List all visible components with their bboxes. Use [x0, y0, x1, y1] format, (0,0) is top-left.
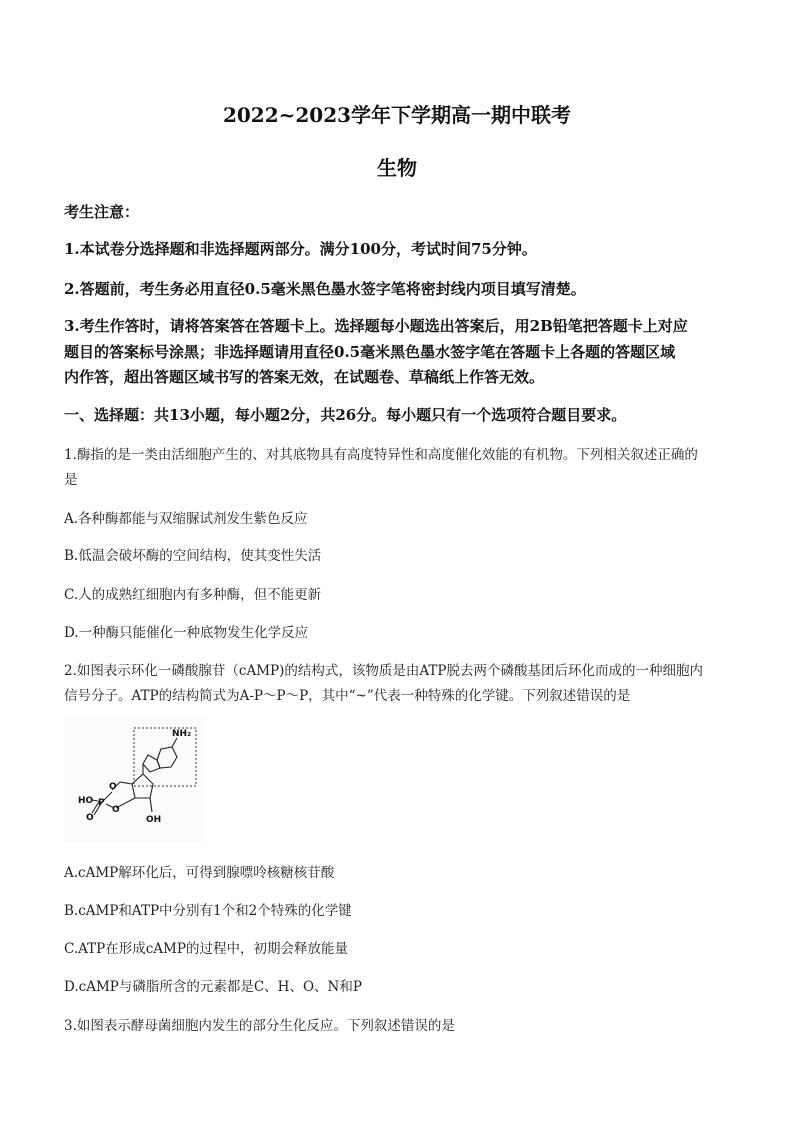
question-2-option-d: D.cAMP与磷脂所含的元素都是C、H、O、N和P: [64, 979, 362, 995]
label-ho: HO: [78, 796, 94, 806]
notice-heading: 考生注意：: [64, 203, 140, 221]
question-2-stem-line-1: 2.如图表示环化一磷酸腺苷（cAMP)的结构式，该物质是由ATP脱去两个磷酸基团后环化而成的一种细胞内: [64, 663, 703, 679]
exam-title: 2022~2023学年下学期高一期中联考: [222, 103, 572, 127]
question-2-option-c: C.ATP在形成cAMP的过程中，初期会释放能量: [64, 941, 348, 957]
label-o-double: O: [86, 813, 94, 823]
question-2-stem-line-2: 信号分子。ATP的结构简式为A-P～P～P，其中“~”代表一种特殊的化学键。下列叙述错误的是: [64, 688, 631, 704]
question-2-option-a: A.cAMP解环化后，可得到腺嘌呤核糖核苷酸: [64, 865, 335, 881]
question-1-option-c: C.人的成熟红细胞内有多种酶，但不能更新: [64, 587, 322, 603]
question-3-stem: 3.如图表示酵母菌细胞内发生的部分生化反应。下列叙述错误的是: [64, 1018, 455, 1034]
question-2-option-b: B.cAMP和ATP中分别有1个和2个特殊的化学键: [64, 903, 352, 919]
label-o5: O: [109, 782, 117, 792]
question-1-stem-line-2: 是: [64, 472, 78, 488]
subject-title: 生物: [377, 156, 417, 180]
label-p: P: [98, 798, 105, 808]
label-oh: OH: [146, 815, 162, 825]
label-nh2: NH₂: [172, 729, 192, 739]
label-o3: O: [112, 805, 120, 815]
question-1-stem-line-1: 1.酶指的是一类由活细胞产生的、对其底物具有高度特异性和高度催化效能的有机物。下列相关叙述正确的: [64, 447, 698, 463]
section-heading: 一、选择题：共13小题，每小题2分，共26分。每小题只有一个选项符合题目要求。: [64, 406, 627, 424]
notice-item-3-line-3: 内作答，超出答题区域书写的答案无效，在试题卷、草稿纸上作答无效。: [64, 368, 545, 386]
question-1-option-a: A.各种酶都能与双缩脲试剂发生紫色反应: [64, 511, 308, 527]
question-1-option-b: B.低温会破坏酶的空间结构，使其变性失活: [64, 548, 322, 564]
notice-item-3-line-1: 3.考生作答时，请将答案答在答题卡上。选择题每小题选出答案后，用2B铅笔把答题卡上对应: [64, 317, 688, 335]
notice-item-2: 2.答题前，考生务必用直径0.5毫米黑色墨水签字笔将密封线内项目填写清楚。: [64, 280, 586, 298]
question-1-option-d: D.一种酶只能催化一种底物发生化学反应: [64, 625, 309, 641]
notice-item-1: 1.本试卷分选择题和非选择题两部分。满分100分，考试时间75分钟。: [64, 240, 537, 258]
notice-item-3-line-2: 题目的答案标号涂黑；非选择题请用直径0.5毫米黑色墨水签字笔在答题卡上各题的答题区域: [64, 343, 676, 361]
camp-structure-figure: [64, 716, 204, 842]
